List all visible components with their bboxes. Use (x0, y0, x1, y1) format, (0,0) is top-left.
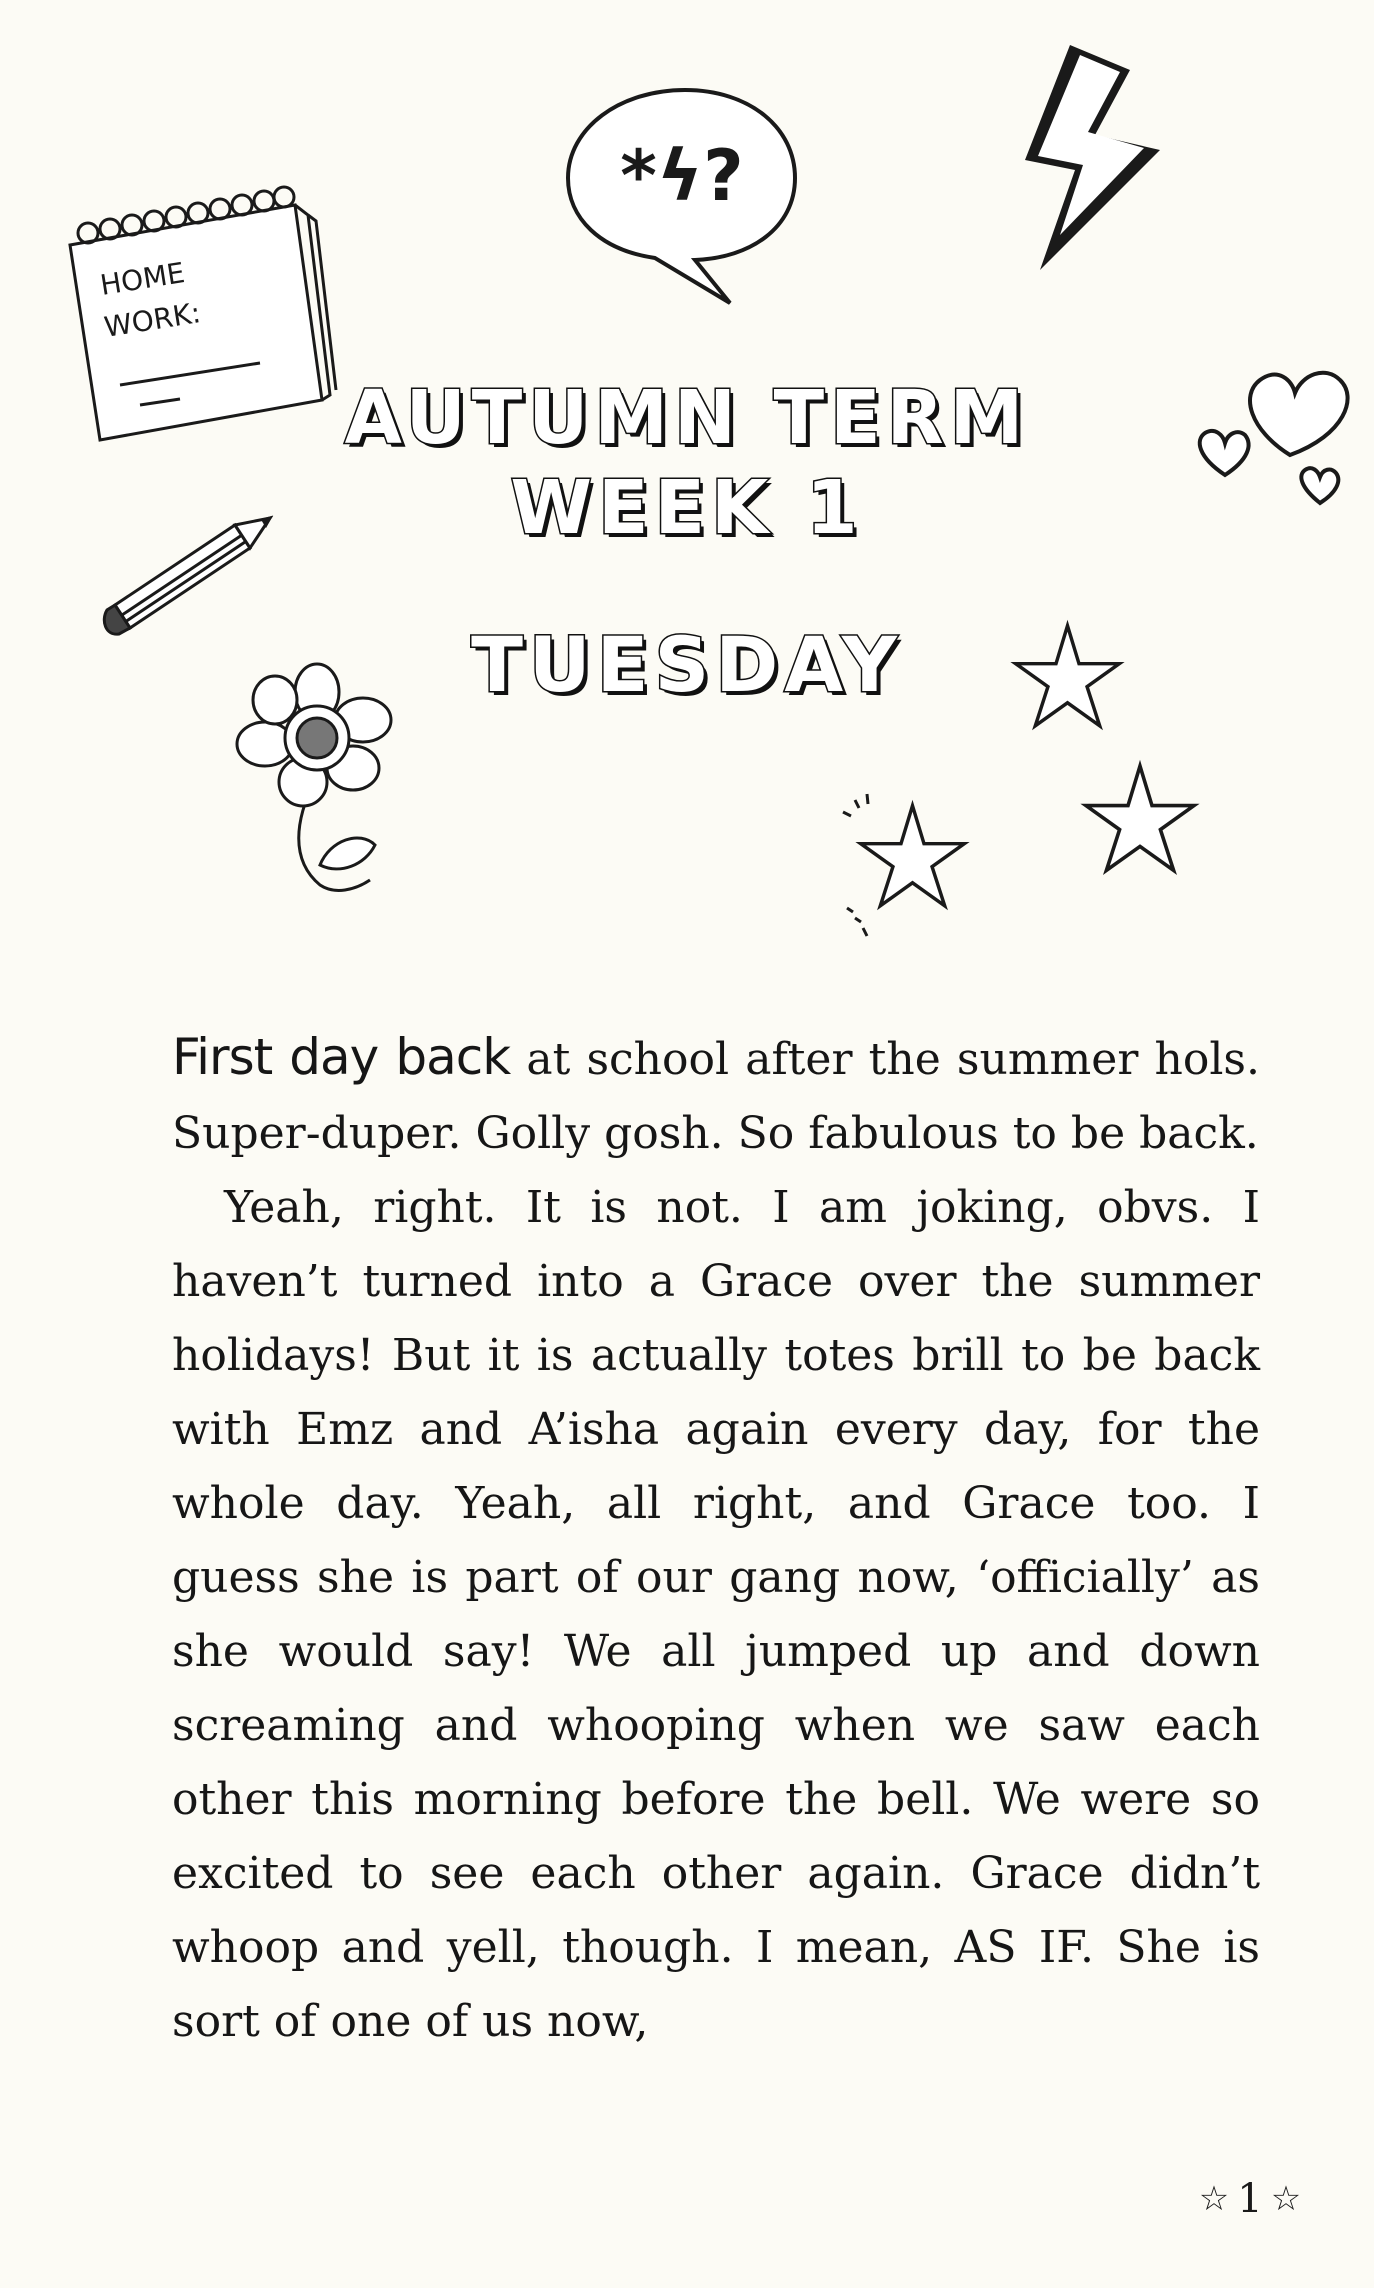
paragraph-1 (172, 1020, 1260, 1171)
heading-day: TUESDAY (471, 620, 903, 709)
star-icon: ☆ (1270, 2179, 1302, 2219)
notepad-line2: WORK: (101, 296, 203, 344)
star-icon (1080, 760, 1200, 880)
speech-bubble-text: *ϟ? (620, 135, 744, 217)
page-number-value: 1 (1237, 2176, 1263, 2222)
heading-week: WEEK 1 (510, 465, 864, 551)
body-text (172, 1020, 1260, 2059)
paragraph-2: Yeah, right. It is not. I am joking, obvs. I haven’t turned into a Grace over the summer holidays! But it is actually totes brill to be back with Emz and A’isha again every day, for the whole day. Yeah, all right, and Grace too. I guess she is part of our gang now, ‘officially’ as she would say! We all jumped up and down screaming and whooping when we saw each other this morning before the bell. We were so excited to see each other again. Grace didn’t whoop and yell, though. I mean, AS IF. She is sort of one of us now, (172, 1182, 1260, 2047)
lightning-icon (1010, 40, 1190, 280)
paragraph-lead: First day back (172, 1028, 511, 1086)
heading-term: AUTUMN TERM (344, 375, 1030, 461)
page-number (1190, 2174, 1310, 2224)
speech-bubble-icon (560, 78, 810, 308)
notepad-line1: HOME (97, 256, 188, 302)
sparkle-marks (835, 790, 895, 950)
star-icon: ☆ (1198, 2179, 1230, 2219)
paragraph-1-text: at school after the summer hols. Super-duper. Golly gosh. So fabulous to be back. (172, 1034, 1260, 1159)
